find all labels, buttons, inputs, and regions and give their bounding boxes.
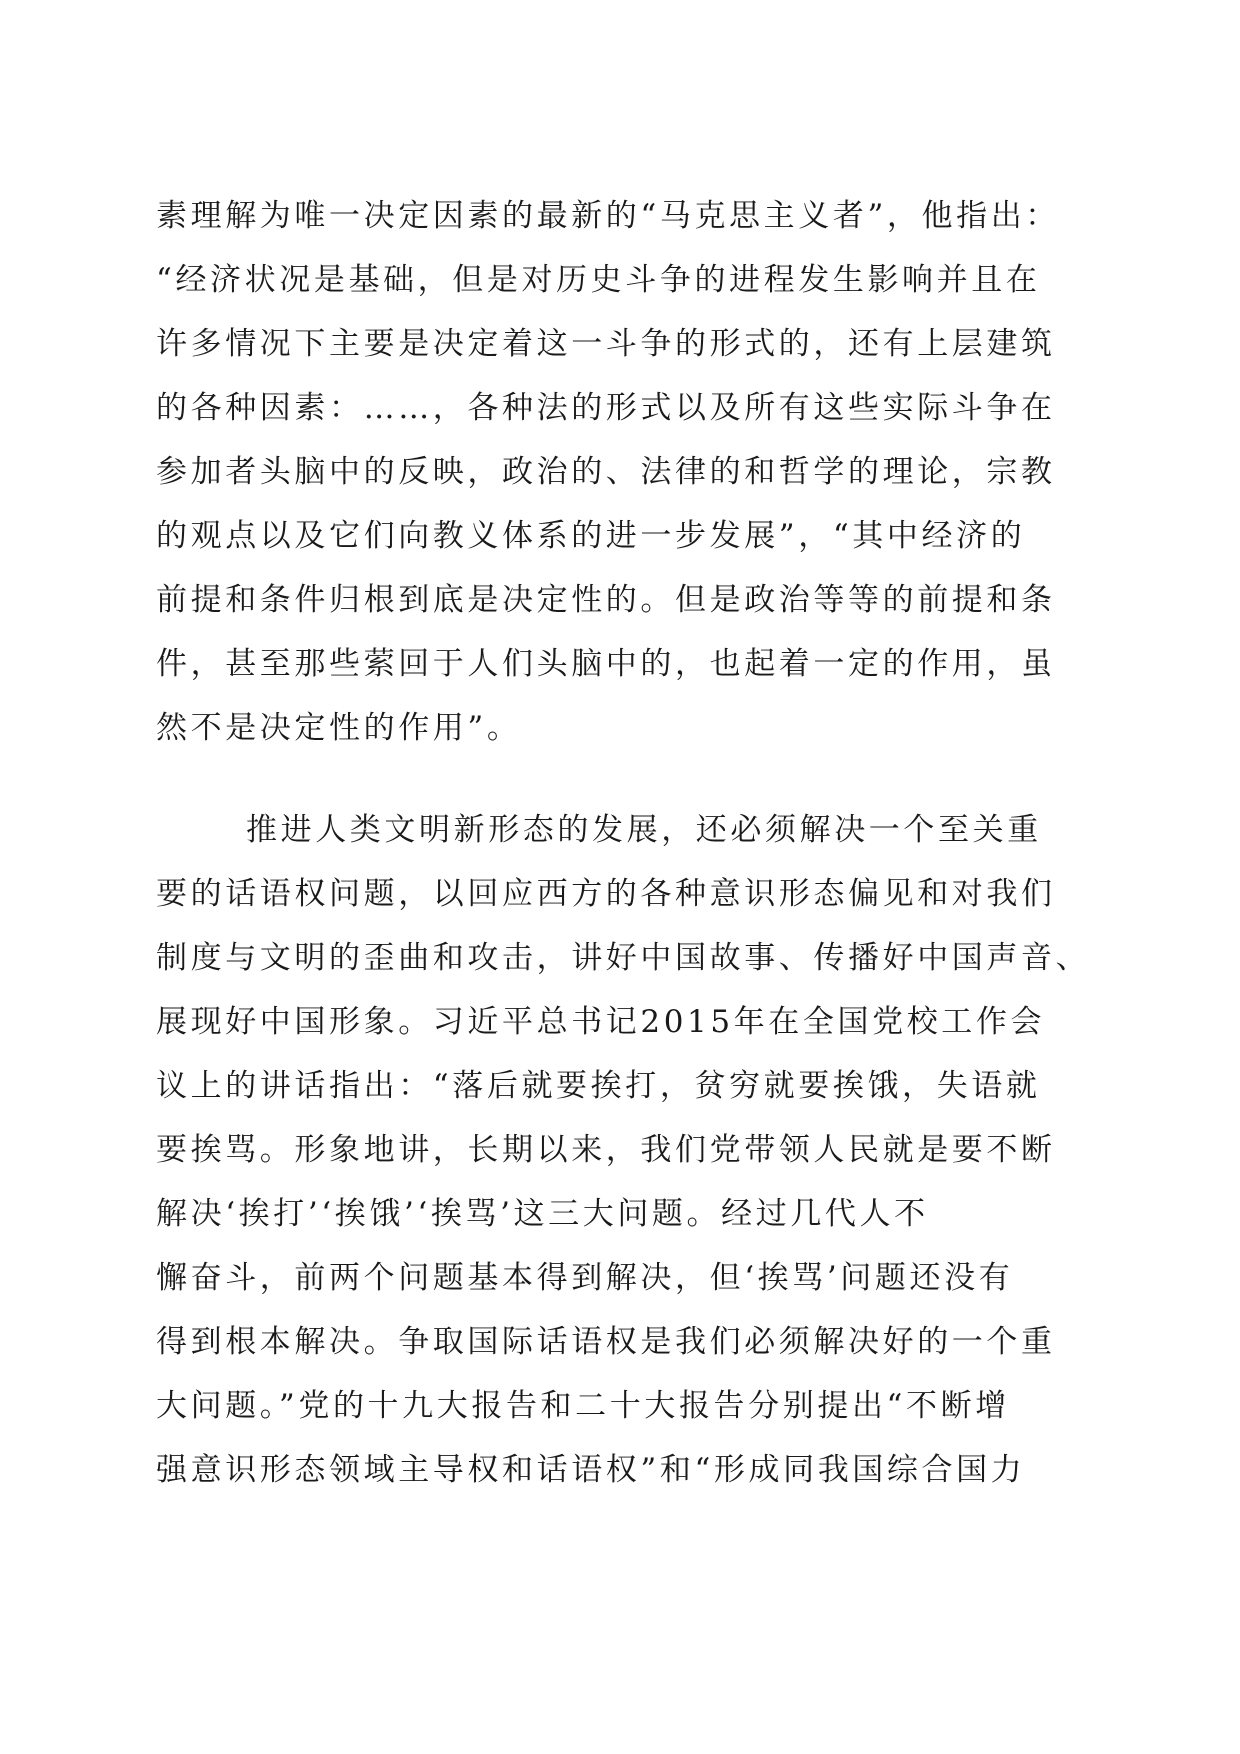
text-line: 议上的讲话指出：“落后就要挨打，贫穷就要挨饿，失语就 [156,1068,1041,1104]
text-line-first-indented: 推进人类文明新形态的发展，还必须解决一个至关重 [246,812,1042,848]
text-line: 要挨骂。形象地讲，长期以来，我们党带领人民就是要不断 [156,1132,1056,1168]
paragraph-continuation [156,184,1156,760]
text-line: 参加者头脑中的反映，政治的、法律的和哲学的理论，宗教 [156,454,1056,490]
text-line: 件，甚至那些萦回于人们头脑中的，也起着一定的作用，虽 [156,646,1056,682]
text-line: 的各种因素：……，各种法的形式以及所有这些实际斗争在 [156,390,1056,426]
text-line: 制度与文明的歪曲和攻击，讲好中国故事、传播好中国声音、 [156,940,1091,976]
text-line: “经济状况是基础，但是对历史斗争的进程发生影响并且在 [156,262,1041,298]
text-line: 强意识形态领域主导权和话语权”和“形成同我国综合国力 [156,1452,1026,1488]
text-line: 大问题。”党的十九大报告和二十大报告分别提出“不断增 [156,1388,1010,1424]
text-line: 得到根本解决。争取国际话语权是我们必须解决好的一个重 [156,1324,1056,1360]
text-line: 解决‘挨打’‘挨饿’‘挨骂’这三大问题。经过几代人不 [156,1196,929,1232]
text-line: 的观点以及它们向教义体系的进一步发展”，“其中经济的 [156,518,1026,554]
text-line: 要的话语权问题，以回应西方的各种意识形态偏见和对我们 [156,876,1056,912]
text-line: 许多情况下主要是决定着这一斗争的形式的，还有上层建筑 [156,326,1056,362]
text-line: 前提和条件归根到底是决定性的。但是政治等等的前提和条 [156,582,1056,618]
text-line: 然不是决定性的作用”。 [156,710,522,746]
text-line: 展现好中国形象。习近平总书记2015年在全国党校工作会 [156,1004,1046,1040]
text-line: 懈奋斗，前两个问题基本得到解决，但‘挨骂’问题还没有 [156,1260,1014,1296]
text-line: 素理解为唯一决定因素的最新的“马克思主义者”，他指出： [156,198,1060,234]
paragraph-discourse-power [156,798,1156,1502]
